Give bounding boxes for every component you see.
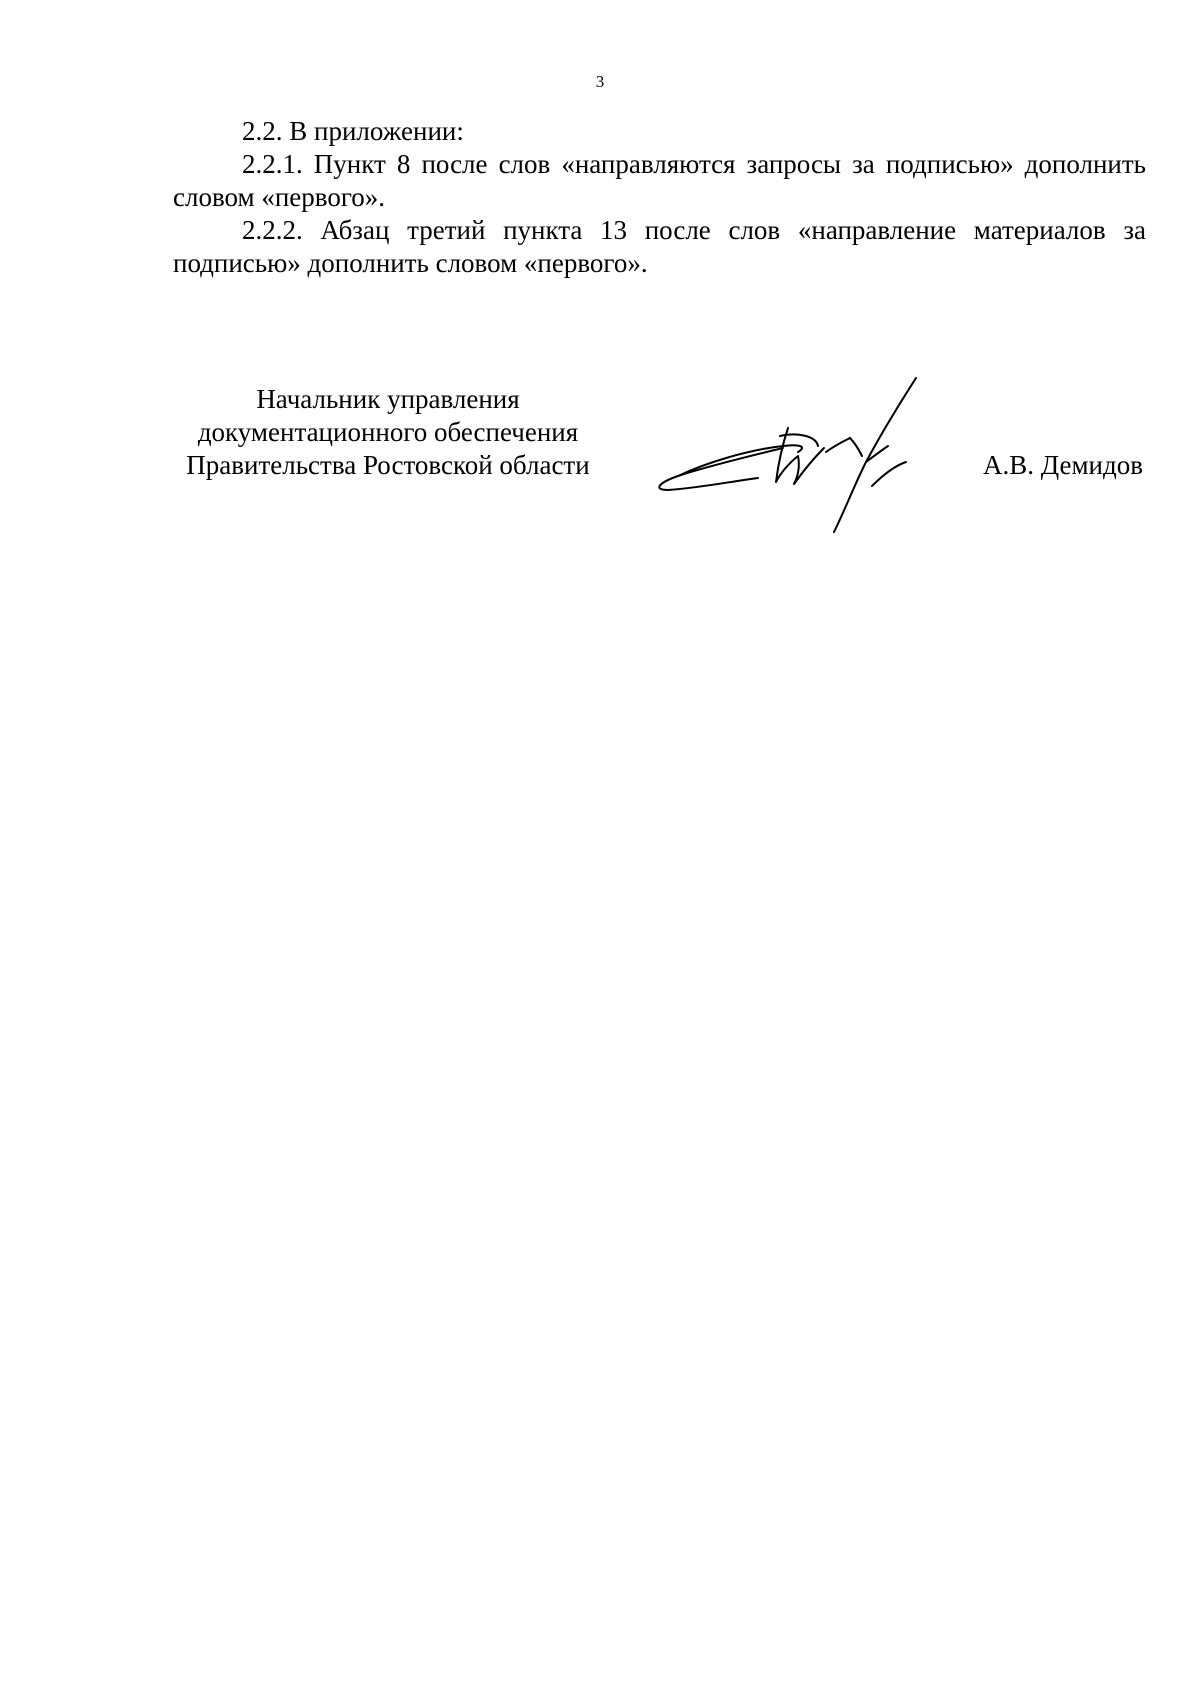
handwritten-signature-icon (648, 366, 948, 536)
paragraph-2-2: 2.2. В приложении: (242, 116, 464, 146)
signature-block (173, 383, 1146, 543)
paragraph-2-2-2: 2.2.2. Абзац третий пункта 13 после слов «направление материалов за подписью» дополнить словом «первого». (173, 215, 1146, 278)
signatory-name: А.В. Демидов (982, 450, 1143, 480)
document-body (173, 115, 1146, 280)
signatory-position (173, 383, 603, 482)
paragraph-2-2-1: 2.2.1. Пункт 8 после слов «направляются запросы за подписью» дополнить словом «первого». (173, 149, 1146, 212)
page-number: 3 (595, 72, 605, 91)
position-line: Правительства Ростовской области (186, 450, 590, 480)
position-line: документационного обеспечения (197, 417, 579, 447)
position-line: Начальник управления (256, 384, 520, 414)
